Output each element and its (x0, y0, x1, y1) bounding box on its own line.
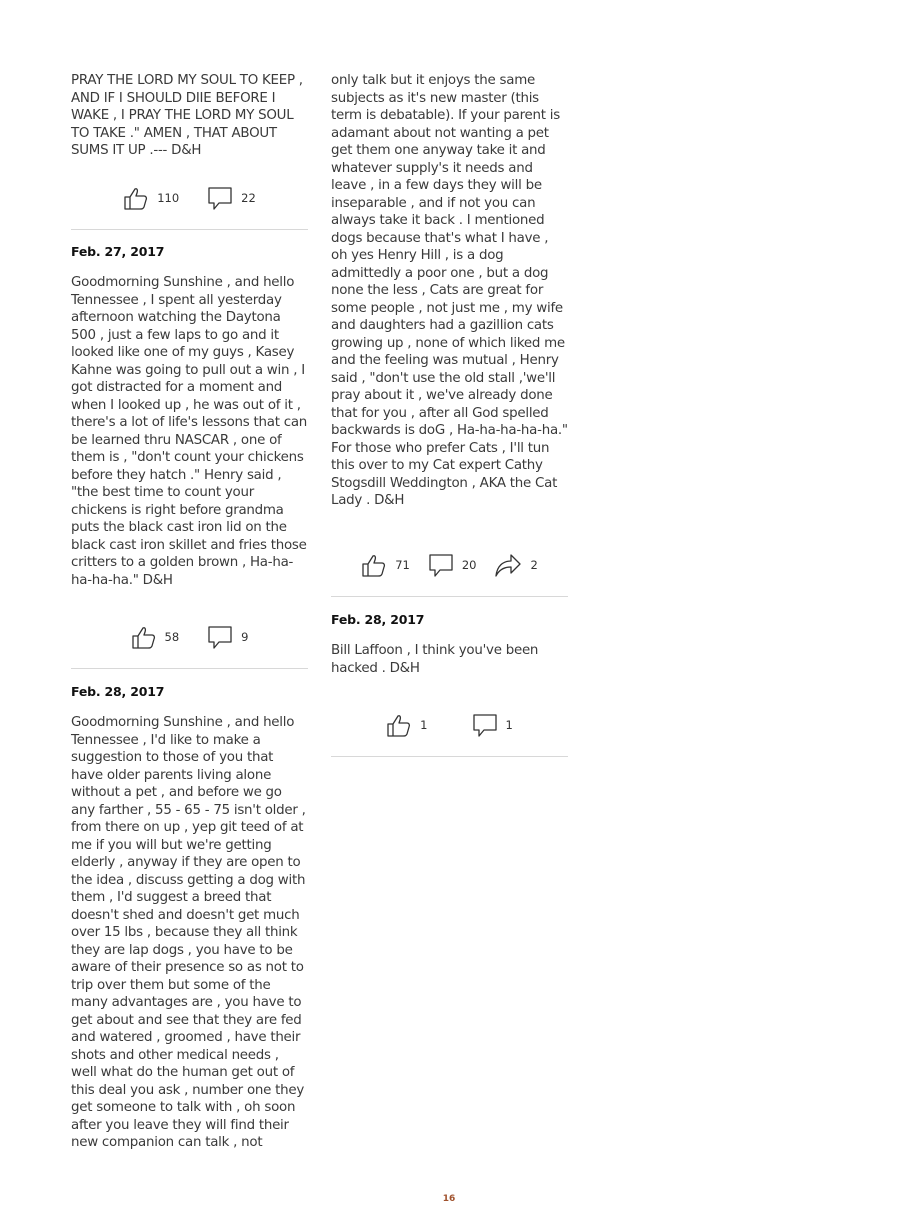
comment-button[interactable] (472, 712, 513, 738)
speech-bubble-icon (428, 552, 454, 578)
comment-button[interactable] (207, 185, 256, 211)
post-text (71, 72, 308, 160)
like-count: 1 (420, 718, 428, 732)
comment-count: 20 (461, 558, 477, 572)
speech-bubble-icon (472, 712, 498, 738)
comment-count: 9 (241, 630, 249, 644)
thumbs-up-icon (386, 712, 412, 738)
post-body: Goodmorning Sunshine , and hello Tennessee , I'd like to make a suggestion to those of you that have older parents living alone without a pet , and before we go any farther , 55 - 65 - 75 isn't older , from there on up , yep git teed of at me if you will but we're getting elderly , anyway if they are open to the idea , discuss getting a dog with them , I'd suggest a breed that doesn't shed and doesn't get much over 15 lbs , because they all think they are lap dogs , you have to be aware of their presence so as not to trip over them but some of the many advantages are , you have to get about and see that they are fed and watered , groomed , have their shots and other medical needs , well what do the human get out of this deal you ask , number one they get someone to talk with , oh soon after you leave they will find their new companion can talk , not (71, 715, 306, 1150)
post-actions (331, 550, 568, 580)
comment-count: 1 (505, 718, 513, 732)
comment-button[interactable] (207, 624, 248, 650)
post-date-block (71, 244, 308, 259)
divider (331, 596, 568, 597)
divider (331, 756, 568, 757)
post-date: Feb. 28, 2017 (71, 684, 165, 699)
page-number: 16 (442, 1194, 456, 1204)
thumbs-up-icon (131, 624, 157, 650)
like-button[interactable] (386, 712, 427, 738)
post-text (71, 714, 308, 1152)
post-body: only talk but it enjoys the same subjects as it's new master (this term is debatable). If your parent is adamant about not wanting a pet get them one anyway take it and whatever supply's it needs and leave , in a few days they will be inseparable , and if not you can always take it back . I mentioned dogs because that's what I have , oh yes Henry Hill , is a dog admittedly a poor one , but a dog none the less , Cats are great for some people , not just me , my wife and daughters had a gazillion cats growing up , none of which liked me and the feeling was mutual , Henry said , "don't use the old stall ,'we'll pray about it , we've already done that for you , after all God spelled backwards is doG , Ha-ha-ha-ha-ha." For those who prefer Cats , I'll tun this over to my Cat expert Cathy Stogsdill Weddington , AKA the Cat Lady . D&H (331, 73, 568, 508)
post-text (331, 72, 568, 510)
like-count: 58 (164, 630, 180, 644)
post-date: Feb. 28, 2017 (331, 612, 425, 627)
like-button[interactable] (361, 552, 410, 578)
post-body: Bill Laffoon , I think you've been hacked . D&H (331, 643, 539, 676)
comment-button[interactable] (428, 552, 477, 578)
like-button[interactable] (123, 185, 179, 211)
post-actions (71, 183, 308, 213)
post-actions (71, 622, 308, 652)
post-date-block (71, 684, 308, 699)
post-text (331, 642, 568, 677)
like-button[interactable] (131, 624, 180, 650)
post-body: PRAY THE LORD MY SOUL TO KEEP , AND IF I SHOULD DIIE BEFORE I WAKE , I PRAY THE LORD MY SOUL TO TAKE ." AMEN , THAT ABOUT SUMS IT UP .--- D&H (71, 73, 303, 158)
thumbs-up-icon (361, 552, 387, 578)
thumbs-up-icon (123, 185, 149, 211)
post-text (71, 274, 308, 589)
share-button[interactable] (494, 552, 537, 578)
speech-bubble-icon (207, 624, 233, 650)
comment-count: 22 (241, 191, 256, 205)
share-count: 2 (530, 558, 538, 572)
divider (71, 668, 308, 669)
like-count: 71 (395, 558, 410, 572)
speech-bubble-icon (207, 185, 233, 211)
post-date: Feb. 27, 2017 (71, 244, 165, 259)
share-arrow-icon (494, 552, 522, 578)
post-actions (331, 710, 568, 740)
post-body: Goodmorning Sunshine , and hello Tennessee , I spent all yesterday afternoon watching the Daytona 500 , just a few laps to go and it looked like one of my guys , Kasey Kahne was going to pull out a win , I got distracted for a moment and when I looked up , he was out of it , there's a lot of life's lessons that can be learned thru NASCAR , one of them is , "don't count your chickens before they hatch ." Henry said , "the best time to count your chickens is right before grandma puts the black cast iron lid on the black cast iron skillet and fries those critters to a golden brown , Ha-ha-ha-ha-ha." D&H (71, 275, 308, 588)
divider (71, 229, 308, 230)
post-date-block (331, 612, 568, 627)
like-count: 110 (157, 191, 180, 205)
